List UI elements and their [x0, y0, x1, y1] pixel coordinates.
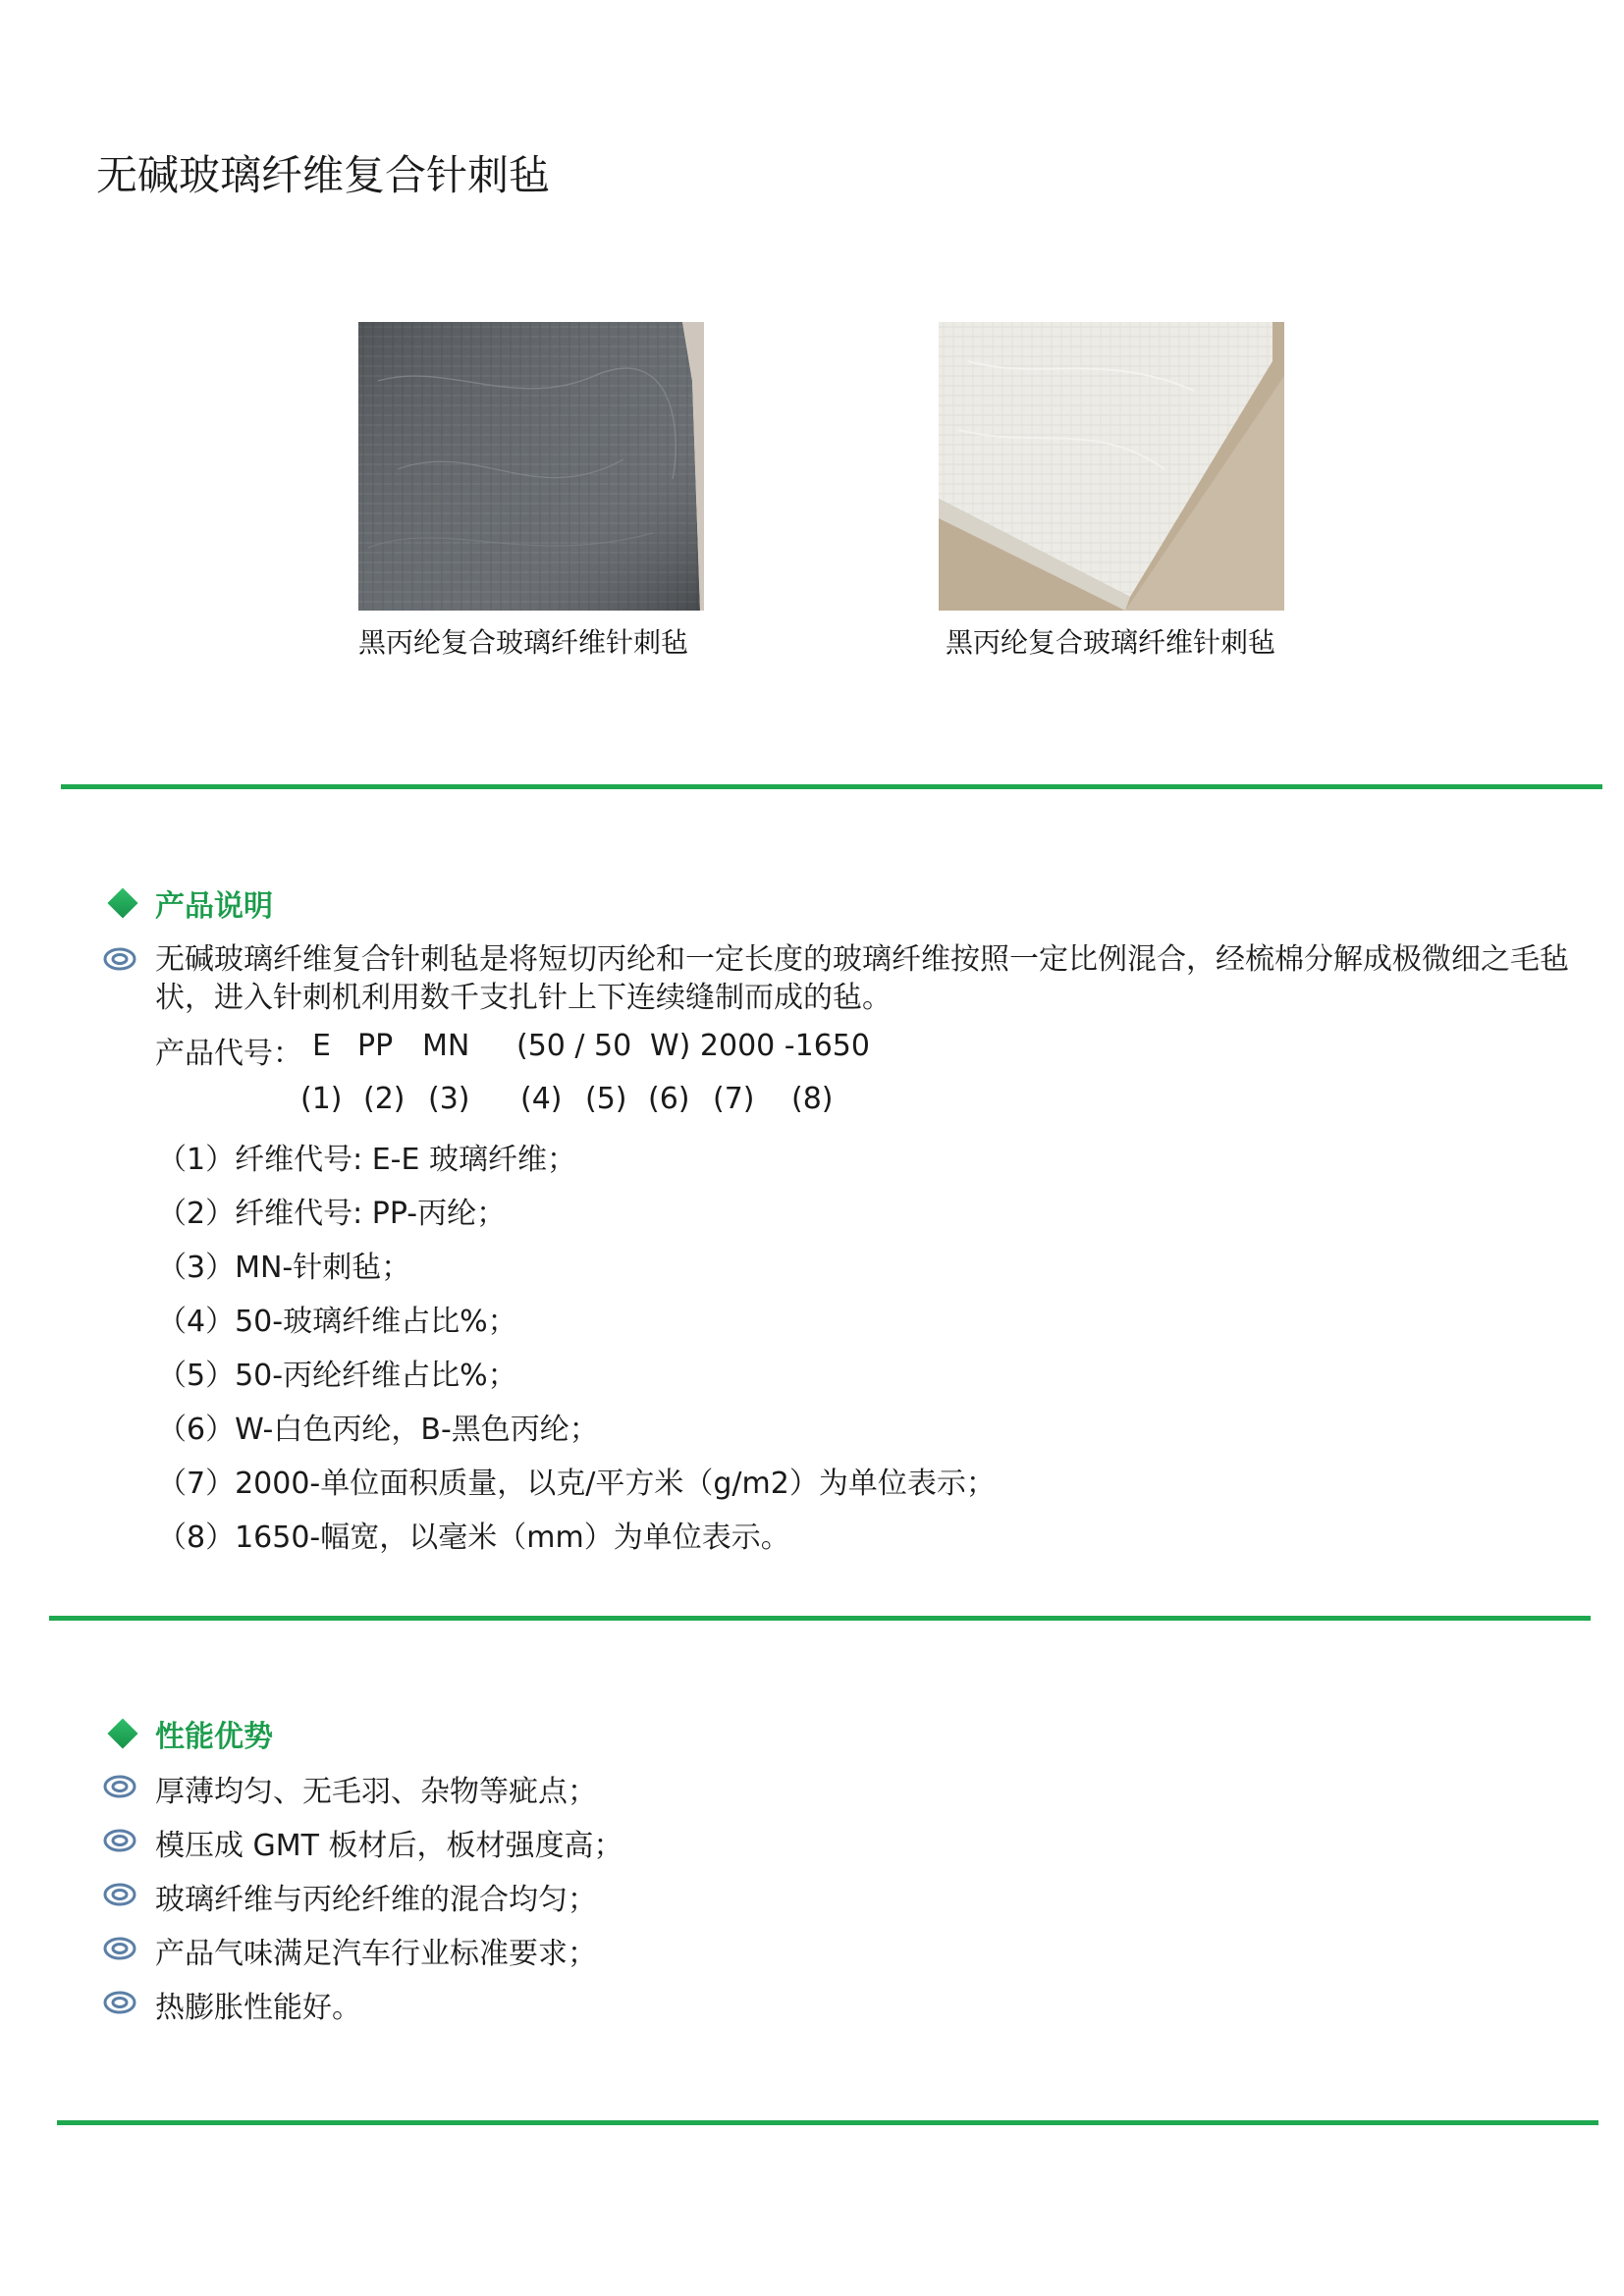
circle-bullet-icon	[103, 1991, 136, 2014]
code-part-1: E	[312, 1029, 331, 1063]
section-divider	[57, 2120, 1598, 2125]
code-item-5: （5）50-丙纶纤维占比%；	[157, 1359, 517, 1393]
code-item-7: （7）2000-单位面积质量，以克/平方米（g/m2）为单位表示；	[157, 1467, 996, 1501]
product-description-heading: 产品说明	[155, 889, 273, 924]
white-felt-photo	[939, 322, 1284, 611]
performance-item: 厚薄均匀、无毛羽、杂物等疵点；	[155, 1775, 597, 1809]
code-part-2: PP	[357, 1029, 394, 1063]
performance-item: 产品气味满足汽车行业标准要求；	[155, 1937, 597, 1971]
code-part-5: W) 2000 -1650	[650, 1029, 870, 1063]
page-title: 无碱玻璃纤维复合针刺毡	[96, 151, 551, 199]
circle-bullet-icon	[103, 947, 136, 971]
code-index-1: (1)	[300, 1082, 343, 1116]
white-felt-caption: 黑丙纶复合玻璃纤维针刺毡	[946, 626, 1276, 659]
code-item-4: （4）50-玻璃纤维占比%；	[157, 1305, 517, 1339]
diamond-icon	[107, 887, 137, 918]
code-index-5: (5)	[585, 1082, 627, 1116]
code-index-8: (8)	[791, 1082, 834, 1116]
performance-item: 模压成 GMT 板材后，板材强度高；	[155, 1829, 623, 1863]
code-index-2: (2)	[363, 1082, 406, 1116]
product-code-label: 产品代号：	[155, 1037, 302, 1071]
performance-item: 热膨胀性能好。	[155, 1991, 361, 2025]
code-item-6: （6）W-白色丙纶，B-黑色丙纶；	[157, 1413, 599, 1447]
dark-felt-photo	[358, 322, 704, 611]
product-code-row	[155, 1029, 302, 1072]
section-divider	[49, 1616, 1591, 1621]
product-description-header	[104, 881, 273, 925]
performance-header	[104, 1712, 273, 1755]
code-item-2: （2）纤维代号: PP-丙纶；	[157, 1197, 507, 1231]
diamond-icon	[107, 1718, 137, 1748]
code-index-7: (7)	[713, 1082, 755, 1116]
circle-bullet-icon	[103, 1937, 136, 1960]
dark-felt-caption: 黑丙纶复合玻璃纤维针刺毡	[358, 626, 689, 659]
code-index-3: (3)	[428, 1082, 470, 1116]
circle-bullet-icon	[103, 1829, 136, 1852]
code-part-3: MN	[422, 1029, 470, 1063]
code-part-4: (50 / 50	[516, 1029, 632, 1063]
code-item-3: （3）MN-针刺毡；	[157, 1251, 411, 1285]
section-divider	[61, 784, 1602, 789]
product-intro-text: 无碱玻璃纤维复合针刺毡是将短切丙纶和一定长度的玻璃纤维按照一定比例混合，经梳棉分解成极微细之毛毡状，进入针刺机利用数千支扎针上下连续缝制而成的毡。	[155, 942, 1569, 1015]
code-index-6: (6)	[648, 1082, 690, 1116]
circle-bullet-icon	[103, 1883, 136, 1906]
performance-heading: 性能优势	[155, 1720, 273, 1754]
code-item-8: （8）1650-幅宽，以毫米（mm）为单位表示。	[157, 1521, 790, 1555]
code-index-4: (4)	[520, 1082, 563, 1116]
performance-item: 玻璃纤维与丙纶纤维的混合均匀；	[155, 1883, 597, 1917]
code-item-1: （1）纤维代号: E-E 玻璃纤维；	[157, 1143, 577, 1177]
circle-bullet-icon	[103, 1775, 136, 1798]
